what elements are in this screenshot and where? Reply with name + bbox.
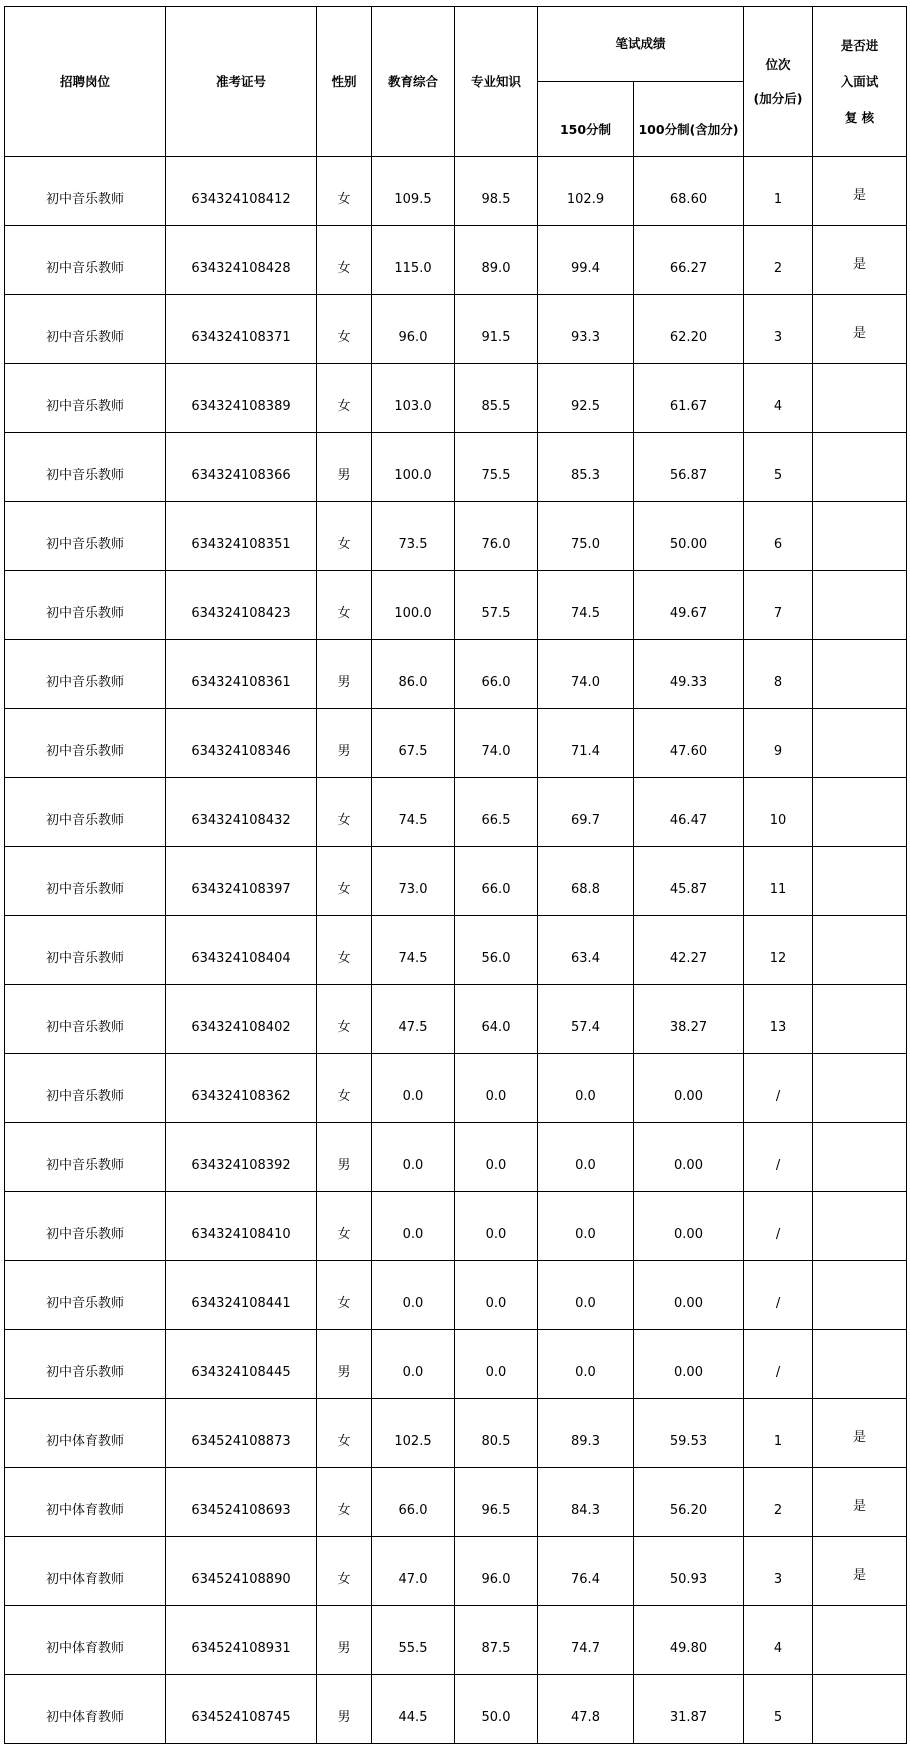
cell-professional: 57.5 [455,571,538,640]
header-rank-line1: 位次 [765,56,791,72]
cell-score-100: 49.67 [634,571,744,640]
cell-score-100: 59.53 [634,1399,744,1468]
cell-professional: 66.0 [455,640,538,709]
table-row [5,502,907,571]
cell-position: 初中音乐教师 [5,364,166,433]
cell-interview [813,1675,907,1744]
cell-gender: 男 [317,433,372,502]
cell-exam-id: 634324108423 [166,571,317,640]
cell-interview [813,1606,907,1675]
cell-position: 初中音乐教师 [5,157,166,226]
cell-exam-id: 634324108366 [166,433,317,502]
cell-score-100: 61.67 [634,364,744,433]
cell-gender: 男 [317,1675,372,1744]
cell-position: 初中音乐教师 [5,1330,166,1399]
cell-score-100: 0.00 [634,1261,744,1330]
cell-professional: 91.5 [455,295,538,364]
cell-rank: 5 [744,433,813,502]
table-body [5,157,907,1744]
cell-score-150: 99.4 [538,226,634,295]
cell-position: 初中音乐教师 [5,640,166,709]
table-row [5,847,907,916]
cell-interview: 是 [813,1537,907,1606]
cell-edu-general: 74.5 [372,778,455,847]
cell-score-150: 74.5 [538,571,634,640]
cell-position: 初中音乐教师 [5,226,166,295]
cell-rank: 6 [744,502,813,571]
cell-edu-general: 103.0 [372,364,455,433]
cell-gender: 男 [317,1606,372,1675]
cell-score-100: 56.20 [634,1468,744,1537]
cell-gender: 男 [317,1330,372,1399]
table-row [5,1054,907,1123]
cell-professional: 50.0 [455,1675,538,1744]
cell-professional: 89.0 [455,226,538,295]
cell-position: 初中音乐教师 [5,1192,166,1261]
cell-exam-id: 634324108361 [166,640,317,709]
table-row [5,157,907,226]
cell-exam-id: 634324108371 [166,295,317,364]
cell-interview [813,1261,907,1330]
table-row [5,1468,907,1537]
cell-position: 初中音乐教师 [5,295,166,364]
cell-exam-id: 634324108432 [166,778,317,847]
table-row [5,778,907,847]
cell-exam-id: 634324108351 [166,502,317,571]
cell-score-100: 31.87 [634,1675,744,1744]
cell-professional: 85.5 [455,364,538,433]
cell-gender: 女 [317,778,372,847]
cell-score-100: 68.60 [634,157,744,226]
cell-edu-general: 74.5 [372,916,455,985]
cell-score-150: 85.3 [538,433,634,502]
table-header [5,7,907,157]
cell-score-150: 74.0 [538,640,634,709]
cell-score-100: 46.47 [634,778,744,847]
cell-score-150: 0.0 [538,1261,634,1330]
cell-exam-id: 634524108745 [166,1675,317,1744]
cell-interview: 是 [813,226,907,295]
cell-exam-id: 634324108392 [166,1123,317,1192]
table-row [5,640,907,709]
header-score-150: 150分制 [538,82,634,157]
cell-interview [813,502,907,571]
cell-edu-general: 0.0 [372,1330,455,1399]
cell-exam-id: 634524108931 [166,1606,317,1675]
cell-gender: 女 [317,847,372,916]
header-position: 招聘岗位 [5,7,166,157]
table-row [5,1123,907,1192]
cell-score-100: 49.80 [634,1606,744,1675]
cell-gender: 女 [317,1468,372,1537]
cell-exam-id: 634324108397 [166,847,317,916]
cell-interview: 是 [813,157,907,226]
cell-exam-id: 634324108362 [166,1054,317,1123]
cell-position: 初中音乐教师 [5,778,166,847]
cell-exam-id: 634324108402 [166,985,317,1054]
cell-gender: 女 [317,571,372,640]
cell-gender: 女 [317,157,372,226]
table-row [5,295,907,364]
cell-position: 初中音乐教师 [5,502,166,571]
cell-edu-general: 66.0 [372,1468,455,1537]
cell-professional: 0.0 [455,1330,538,1399]
cell-interview [813,985,907,1054]
header-interview-line2: 入面试 [840,73,879,89]
cell-score-150: 57.4 [538,985,634,1054]
cell-score-100: 47.60 [634,709,744,778]
cell-gender: 女 [317,1054,372,1123]
cell-rank: 4 [744,364,813,433]
cell-gender: 女 [317,226,372,295]
cell-professional: 0.0 [455,1192,538,1261]
cell-position: 初中音乐教师 [5,847,166,916]
table-row [5,916,907,985]
cell-exam-id: 634324108404 [166,916,317,985]
cell-rank: 7 [744,571,813,640]
cell-rank: / [744,1330,813,1399]
cell-interview: 是 [813,1399,907,1468]
cell-exam-id: 634524108890 [166,1537,317,1606]
cell-gender: 男 [317,709,372,778]
cell-exam-id: 634524108873 [166,1399,317,1468]
cell-edu-general: 86.0 [372,640,455,709]
header-rank-line2: (加分后) [753,90,803,106]
header-interview-line3: 复 核 [844,109,875,125]
cell-score-150: 75.0 [538,502,634,571]
cell-edu-general: 47.0 [372,1537,455,1606]
cell-professional: 96.5 [455,1468,538,1537]
cell-score-150: 76.4 [538,1537,634,1606]
cell-position: 初中音乐教师 [5,1261,166,1330]
cell-interview [813,778,907,847]
cell-position: 初中体育教师 [5,1675,166,1744]
cell-edu-general: 100.0 [372,571,455,640]
header-written-score: 笔试成绩 [538,7,744,82]
cell-edu-general: 100.0 [372,433,455,502]
cell-score-150: 69.7 [538,778,634,847]
table-row [5,1606,907,1675]
cell-gender: 女 [317,1192,372,1261]
cell-score-100: 42.27 [634,916,744,985]
cell-exam-id: 634324108445 [166,1330,317,1399]
table-row [5,709,907,778]
cell-rank: 8 [744,640,813,709]
cell-gender: 女 [317,502,372,571]
cell-exam-id: 634324108441 [166,1261,317,1330]
cell-score-100: 49.33 [634,640,744,709]
cell-rank: / [744,1123,813,1192]
cell-professional: 96.0 [455,1537,538,1606]
cell-edu-general: 73.5 [372,502,455,571]
cell-position: 初中体育教师 [5,1537,166,1606]
cell-interview [813,847,907,916]
header-professional: 专业知识 [455,7,538,157]
cell-exam-id: 634324108428 [166,226,317,295]
table-row [5,433,907,502]
cell-interview: 是 [813,295,907,364]
cell-score-150: 47.8 [538,1675,634,1744]
cell-interview [813,364,907,433]
cell-rank: 11 [744,847,813,916]
cell-professional: 87.5 [455,1606,538,1675]
cell-interview [813,1330,907,1399]
cell-score-150: 84.3 [538,1468,634,1537]
cell-score-100: 0.00 [634,1123,744,1192]
cell-professional: 64.0 [455,985,538,1054]
cell-edu-general: 115.0 [372,226,455,295]
cell-rank: / [744,1192,813,1261]
table-row [5,1261,907,1330]
cell-gender: 女 [317,985,372,1054]
cell-position: 初中音乐教师 [5,709,166,778]
cell-edu-general: 96.0 [372,295,455,364]
cell-rank: 4 [744,1606,813,1675]
cell-position: 初中体育教师 [5,1468,166,1537]
cell-professional: 0.0 [455,1123,538,1192]
cell-edu-general: 47.5 [372,985,455,1054]
cell-score-150: 0.0 [538,1054,634,1123]
cell-position: 初中体育教师 [5,1399,166,1468]
cell-professional: 66.0 [455,847,538,916]
cell-interview [813,433,907,502]
cell-interview [813,916,907,985]
cell-score-100: 62.20 [634,295,744,364]
table-row [5,571,907,640]
cell-edu-general: 0.0 [372,1123,455,1192]
cell-score-100: 38.27 [634,985,744,1054]
cell-rank: 2 [744,226,813,295]
cell-position: 初中音乐教师 [5,916,166,985]
cell-rank: 1 [744,1399,813,1468]
table-row [5,226,907,295]
cell-edu-general: 0.0 [372,1192,455,1261]
cell-score-100: 0.00 [634,1330,744,1399]
cell-rank: 10 [744,778,813,847]
table-row [5,1192,907,1261]
cell-score-100: 56.87 [634,433,744,502]
cell-rank: 13 [744,985,813,1054]
cell-score-100: 50.93 [634,1537,744,1606]
cell-rank: 3 [744,295,813,364]
cell-score-100: 45.87 [634,847,744,916]
cell-interview [813,640,907,709]
cell-score-150: 93.3 [538,295,634,364]
cell-exam-id: 634524108693 [166,1468,317,1537]
cell-score-150: 63.4 [538,916,634,985]
header-interview-line1: 是否进 [840,37,879,53]
cell-professional: 80.5 [455,1399,538,1468]
table-row [5,364,907,433]
cell-score-150: 68.8 [538,847,634,916]
cell-professional: 66.5 [455,778,538,847]
results-table [4,6,907,1744]
cell-edu-general: 67.5 [372,709,455,778]
cell-score-100: 50.00 [634,502,744,571]
cell-edu-general: 109.5 [372,157,455,226]
cell-score-150: 0.0 [538,1330,634,1399]
cell-score-100: 66.27 [634,226,744,295]
cell-exam-id: 634324108346 [166,709,317,778]
cell-gender: 女 [317,364,372,433]
header-gender: 性别 [317,7,372,157]
cell-rank: 9 [744,709,813,778]
cell-professional: 74.0 [455,709,538,778]
cell-position: 初中音乐教师 [5,1054,166,1123]
cell-gender: 女 [317,1537,372,1606]
cell-edu-general: 73.0 [372,847,455,916]
cell-score-150: 0.0 [538,1123,634,1192]
header-edu-general: 教育综合 [372,7,455,157]
cell-gender: 男 [317,640,372,709]
cell-position: 初中音乐教师 [5,571,166,640]
header-interview [813,7,907,157]
header-score-100: 100分制(含加分) [634,82,744,157]
cell-gender: 男 [317,1123,372,1192]
cell-score-150: 0.0 [538,1192,634,1261]
cell-score-150: 71.4 [538,709,634,778]
cell-score-150: 102.9 [538,157,634,226]
cell-edu-general: 0.0 [372,1261,455,1330]
cell-score-150: 92.5 [538,364,634,433]
cell-rank: 12 [744,916,813,985]
cell-exam-id: 634324108410 [166,1192,317,1261]
cell-score-100: 0.00 [634,1192,744,1261]
cell-position: 初中音乐教师 [5,433,166,502]
cell-interview [813,1054,907,1123]
cell-gender: 女 [317,1261,372,1330]
table-row [5,1330,907,1399]
cell-professional: 0.0 [455,1261,538,1330]
cell-interview: 是 [813,1468,907,1537]
cell-rank: 2 [744,1468,813,1537]
cell-rank: 5 [744,1675,813,1744]
header-rank [744,7,813,157]
cell-position: 初中体育教师 [5,1606,166,1675]
cell-professional: 76.0 [455,502,538,571]
cell-interview [813,709,907,778]
cell-position: 初中音乐教师 [5,1123,166,1192]
cell-rank: / [744,1054,813,1123]
cell-exam-id: 634324108389 [166,364,317,433]
table-row [5,985,907,1054]
cell-gender: 女 [317,295,372,364]
cell-rank: 3 [744,1537,813,1606]
header-exam-id: 准考证号 [166,7,317,157]
cell-professional: 56.0 [455,916,538,985]
cell-gender: 女 [317,916,372,985]
cell-gender: 女 [317,1399,372,1468]
table-row [5,1675,907,1744]
table-row [5,1537,907,1606]
cell-interview [813,1192,907,1261]
cell-interview [813,571,907,640]
cell-edu-general: 44.5 [372,1675,455,1744]
cell-professional: 75.5 [455,433,538,502]
cell-edu-general: 0.0 [372,1054,455,1123]
cell-score-150: 89.3 [538,1399,634,1468]
cell-score-150: 74.7 [538,1606,634,1675]
cell-interview [813,1123,907,1192]
cell-professional: 0.0 [455,1054,538,1123]
cell-edu-general: 55.5 [372,1606,455,1675]
cell-score-100: 0.00 [634,1054,744,1123]
table-row [5,1399,907,1468]
cell-rank: / [744,1261,813,1330]
cell-position: 初中音乐教师 [5,985,166,1054]
cell-professional: 98.5 [455,157,538,226]
cell-exam-id: 634324108412 [166,157,317,226]
cell-rank: 1 [744,157,813,226]
cell-edu-general: 102.5 [372,1399,455,1468]
